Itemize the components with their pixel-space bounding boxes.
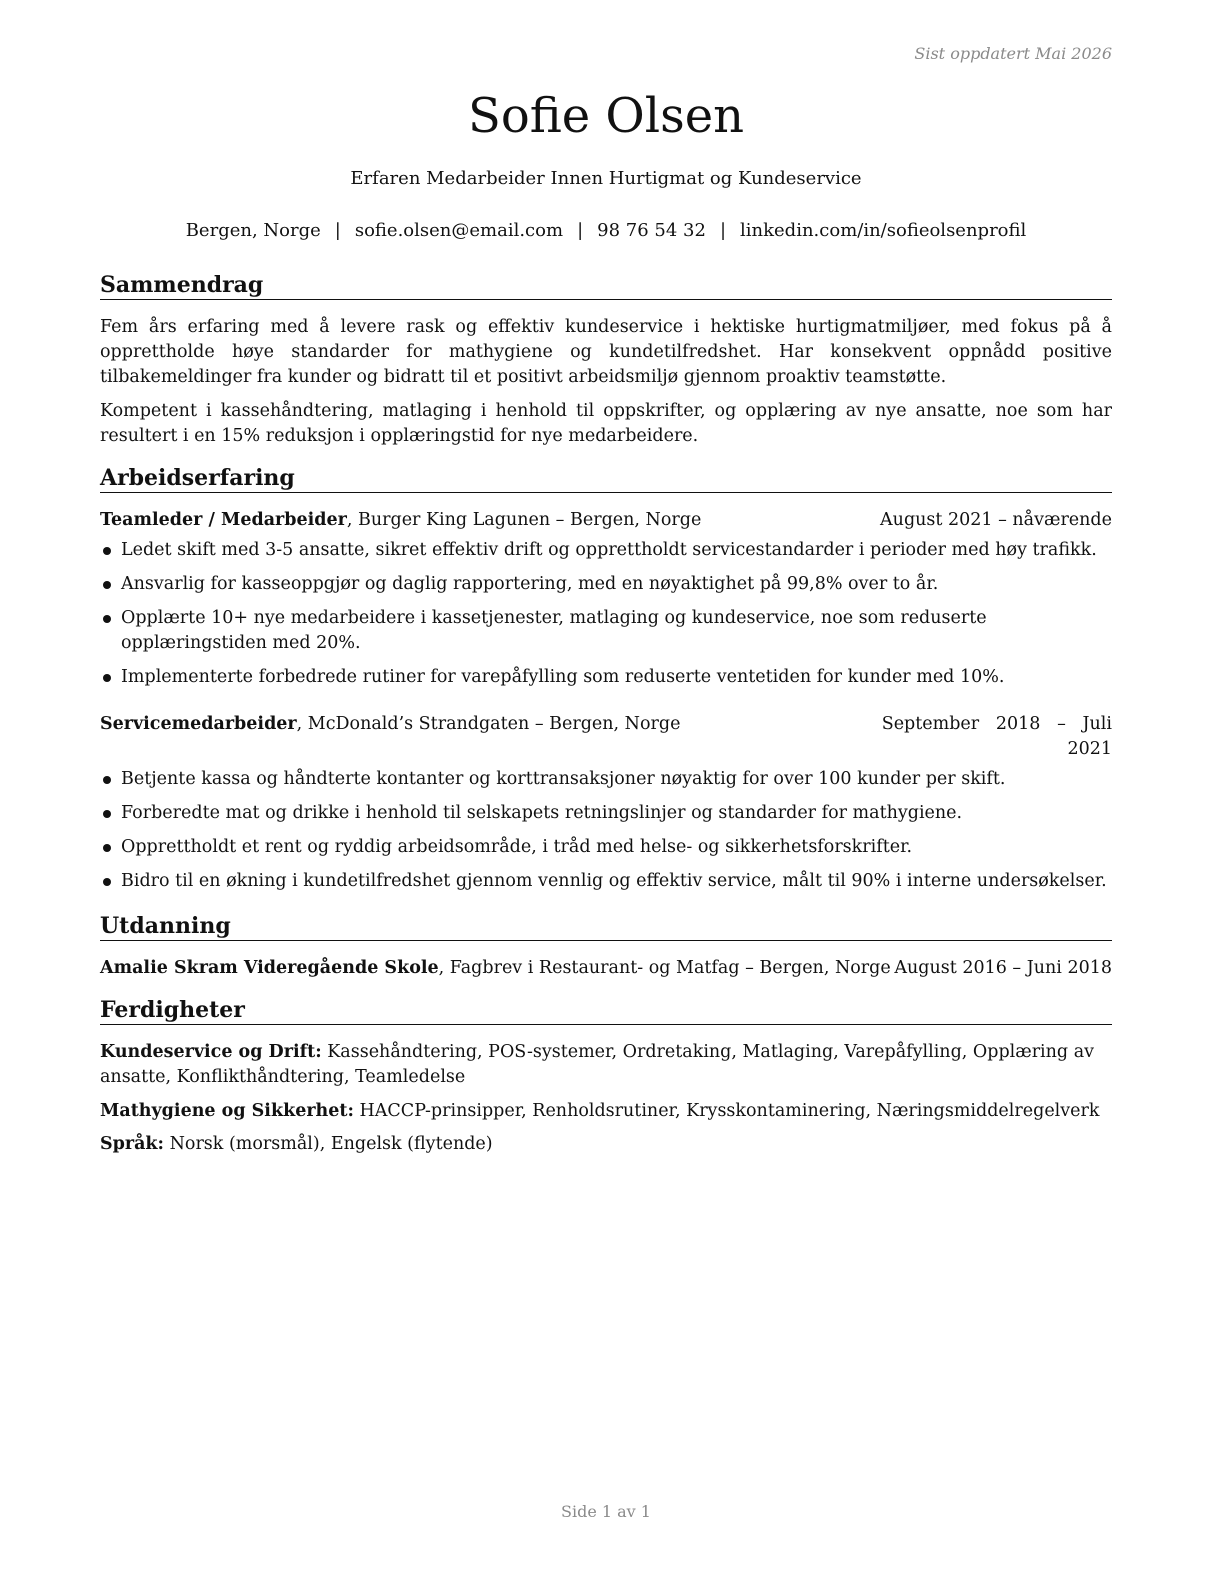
- list-item: Betjente kassa og håndterte kontanter og korttransaksjoner nøyaktig for over 100 kunder per skift.: [100, 767, 1112, 792]
- contact-location: Bergen, Norge: [185, 220, 321, 241]
- list-item: Opprettholdt et rent og ryddig arbeidsområde, i tråd med helse- og sikkerhetsforskrifter.: [100, 835, 1112, 860]
- section-title-summary: Sammendrag: [100, 271, 1112, 300]
- education-school: Amalie Skram Videregående Skole: [100, 958, 439, 978]
- resume-page: [100, 0, 1112, 1584]
- skill-text: Norsk (morsmål), Engelsk (flytende): [164, 1134, 493, 1154]
- skill-label: Mathygiene og Sikkerhet:: [100, 1101, 354, 1121]
- skill-label: Språk:: [100, 1134, 165, 1154]
- education-entry: [100, 956, 1112, 981]
- skill-group-1: [100, 1040, 1112, 1090]
- job-role: Servicemedarbeider: [100, 714, 297, 734]
- job-dates-line-1: September 2018 – Juli: [881, 714, 1112, 734]
- job-bullets-1: [100, 538, 1112, 699]
- job-header-2: [100, 712, 1112, 759]
- skill-text: Kassehåndtering, POS-systemer, Ordretaking, Matlaging, Varepåfylling, Opplæring av ansatte, Konflikthåndtering, Teamledelse: [100, 1042, 1095, 1087]
- skill-text: HACCP-prinsipper, Renholdsrutiner, Krysskontaminering, Næringsmiddelregelverk: [353, 1101, 1100, 1121]
- skill-group-3: [100, 1132, 1112, 1157]
- page-number: Side 1 av 1: [561, 1502, 651, 1521]
- professional-tagline: Erfaren Medarbeider Innen Hurtigmat og Kundeservice: [350, 168, 862, 189]
- contact-linkedin[interactable]: linkedin.com/in/sofieolsenprofil: [740, 220, 1027, 241]
- summary-paragraph-2: Kompetent i kassehåndtering, matlaging i henhold til oppskrifter, og opplæring av nye ansatte, noe som har resultert i en 15% reduksjon i opplæringstid for nye medarbeidere.: [100, 401, 1112, 446]
- job-dates-line-2: 2021: [1067, 739, 1112, 759]
- list-item: Forberedte mat og drikke i henhold til selskapets retningslinjer og standarder for mathygiene.: [100, 801, 1112, 826]
- list-item: Ansvarlig for kasseoppgjør og daglig rapportering, med en nøyaktighet på 99,8% over to år.: [100, 572, 1112, 597]
- contact-email[interactable]: sofie.olsen@email.com: [354, 220, 564, 241]
- job-dates: [882, 712, 1112, 762]
- job-dates: August 2021 – nåværende: [880, 510, 1112, 530]
- education-dates: August 2016 – Juni 2018: [894, 958, 1112, 978]
- candidate-name: Sofie Olsen: [467, 88, 745, 144]
- contact-line: [100, 219, 1112, 243]
- skill-group-2: [100, 1099, 1112, 1124]
- list-item: Bidro til en økning i kundetilfredshet gjennom vennlig og effektiv service, målt til 90% i interne undersøkelser.: [100, 869, 1112, 894]
- job-employer: , Burger King Lagunen – Bergen, Norge: [346, 510, 702, 530]
- section-title-skills: Ferdigheter: [100, 996, 1112, 1025]
- job-header-1: [100, 508, 1112, 533]
- section-title-education: Utdanning: [100, 912, 1112, 941]
- contact-separator: |: [577, 220, 584, 241]
- contact-phone: 98 76 54 32: [597, 220, 706, 241]
- education-details: , Fagbrev i Restaurant- og Matfag – Bergen, Norge: [438, 958, 891, 978]
- job-bullets-2: [100, 767, 1112, 903]
- job-employer: , McDonald’s Strandgaten – Bergen, Norge: [296, 714, 681, 734]
- list-item: Ledet skift med 3-5 ansatte, sikret effektiv drift og opprettholdt servicestandarder i perioder med høy trafikk.: [100, 538, 1112, 563]
- job-role: Teamleder / Medarbeider: [100, 510, 347, 530]
- section-title-experience: Arbeidserfaring: [100, 464, 1112, 493]
- contact-separator: |: [334, 220, 341, 241]
- contact-separator: |: [719, 220, 727, 241]
- list-item: Opplærte 10+ nye medarbeidere i kassetjenester, matlaging og kundeservice, noe som reduserte opplæringstiden med 20%.: [100, 606, 1112, 656]
- skill-label: Kundeservice og Drift:: [100, 1042, 322, 1062]
- summary-paragraph-1: Fem års erfaring med å levere rask og effektiv kundeservice i hektiske hurtigmatmiljøer, med fokus på å opprettholde høye standarder for mathygiene og kundetilfredshet. Har konsekvent oppnådd positive tilbakemeldinger fra kunder og bidratt til et positivt arbeidsmiljø gjennom proaktiv teamstøtte.: [100, 317, 1112, 387]
- last-updated: Sist oppdatert Mai 2026: [914, 44, 1112, 63]
- list-item: Implementerte forbedrede rutiner for varepåfylling som reduserte ventetiden for kunder med 10%.: [100, 665, 1112, 690]
